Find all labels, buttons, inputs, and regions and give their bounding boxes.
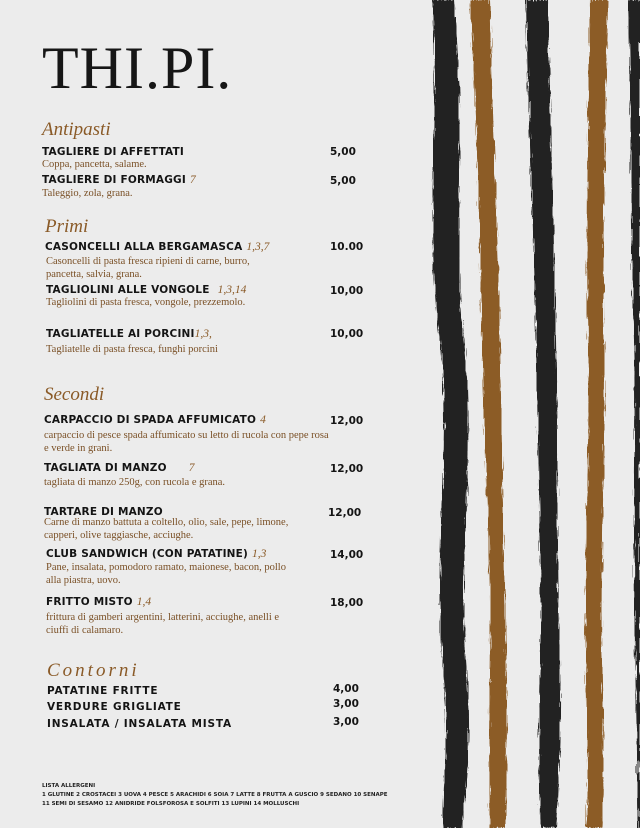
allergen-codes: 1,3, — [194, 328, 212, 340]
menu-item-desc: carpaccio di pesce spada affumicato su letto di rucola con pepe rosa e verde in grani. — [44, 430, 329, 454]
menu-item-desc: Tagliolini di pasta fresca, vongole, prezzemolo. — [46, 297, 246, 308]
menu-item-name: FRITTO MISTO 1,4 — [46, 596, 152, 608]
allergen-legend-line: 1 GLUTINE 2 CROSTACEI 3 UOVA 4 PESCE 5 ARACHIDI 6 SOIA 7 LATTE 8 FRUTTA A GUSCIO 9 SEDANO 10 SENAPE — [42, 792, 388, 798]
gold-brush-stripe — [470, 0, 507, 828]
section-title-primi: Primi — [45, 216, 89, 237]
menu-item-price: 5,00 — [330, 146, 356, 158]
allergen-codes: 7 — [188, 462, 195, 474]
allergen-codes: 4 — [260, 414, 266, 426]
menu-item-name: CLUB SANDWICH (CON PATATINE) 1,3 — [46, 548, 267, 560]
menu-item-name: TAGLIATA DI MANZO 7 — [44, 462, 195, 474]
menu-item-name: INSALATA / INSALATA MISTA — [47, 718, 232, 730]
allergen-legend-heading: LISTA ALLERGENI — [42, 783, 96, 789]
menu-item-name: VERDURE GRIGLIATE — [47, 701, 182, 713]
allergen-codes: 7 — [189, 174, 196, 186]
menu-item-desc: Pane, insalata, pomodoro ramato, maionese, bacon, pollo alla piastra, uovo. — [46, 562, 286, 586]
menu-item-price: 12,00 — [330, 463, 364, 475]
menu-item-name: CARPACCIO DI SPADA AFFUMICATO 4 — [44, 414, 266, 426]
allergen-legend-line: 11 SEMI DI SESAMO 12 ANIDRIDE FOLSFOROSA E SOLFITI 13 LUPINI 14 MOLLUSCHI — [42, 801, 300, 807]
allergen-legend — [42, 782, 402, 809]
menu-item-price: 5,00 — [330, 175, 356, 187]
menu-item-price: 12,00 — [330, 415, 364, 427]
allergen-codes: 1,4 — [136, 596, 152, 608]
menu-item-desc: Carne di manzo battuta a coltello, olio, sale, pepe, limone, capperi, olive taggiasche, acciughe. — [44, 517, 289, 541]
gold-brush-stripe — [586, 0, 608, 828]
allergen-codes: 1,3,7 — [246, 241, 270, 253]
menu-item-name: TAGLIERE DI AFFETTATI — [42, 146, 185, 158]
menu-item-name: CASONCELLI ALLA BERGAMASCA 1,3,7 — [45, 241, 270, 253]
menu-item-name: TAGLIATELLE AI PORCINI1,3, — [46, 328, 212, 340]
menu-item-price: 4,00 — [333, 683, 359, 695]
allergen-codes: 1,3 — [252, 548, 267, 560]
menu-item-price: 3,00 — [333, 716, 359, 728]
menu-item-price: 3,00 — [333, 698, 359, 710]
section-title-secondi: Secondi — [44, 384, 105, 405]
menu-item-price: 10,00 — [330, 285, 364, 297]
section-title-antipasti: Antipasti — [42, 119, 111, 140]
menu-item-desc: tagliata di manzo 250g, con rucola e grana. — [44, 477, 226, 488]
menu-item-desc: Tagliatelle di pasta fresca, funghi porcini — [46, 344, 218, 355]
menu-item-name: TARTARE DI MANZO — [44, 506, 163, 518]
menu-item-price: 14,00 — [330, 549, 364, 561]
menu-item-name: PATATINE FRITTE — [47, 685, 159, 697]
dark-brush-stripe — [432, 0, 469, 828]
decorative-stripes — [410, 0, 640, 828]
allergen-codes: 1,3,14 — [217, 284, 247, 296]
dark-brush-stripe — [628, 0, 640, 828]
menu-item-desc: Coppa, pancetta, salame. — [42, 159, 147, 170]
section-title-contorni: Contorni — [47, 660, 140, 681]
dark-brush-stripe — [526, 0, 561, 828]
menu-item-desc: Casoncelli di pasta fresca ripieni di carne, burro, pancetta, salvia, grana. — [46, 256, 250, 280]
menu-item-name: TAGLIERE DI FORMAGGI 7 — [42, 174, 196, 186]
menu-item-price: 10.00 — [330, 241, 364, 253]
restaurant-title: THI.PI. — [42, 35, 233, 101]
menu-item-price: 18,00 — [330, 597, 364, 609]
menu-item-price: 10,00 — [330, 328, 364, 340]
menu-item-desc: Taleggio, zola, grana. — [42, 188, 133, 199]
menu-item-desc: frittura di gamberi argentini, latterini, acciughe, anelli e ciuffi di calamaro. — [46, 612, 280, 636]
menu-item-price: 12,00 — [328, 507, 362, 519]
menu-item-name: TAGLIOLINI ALLE VONGOLE 1,3,14 — [46, 284, 247, 296]
